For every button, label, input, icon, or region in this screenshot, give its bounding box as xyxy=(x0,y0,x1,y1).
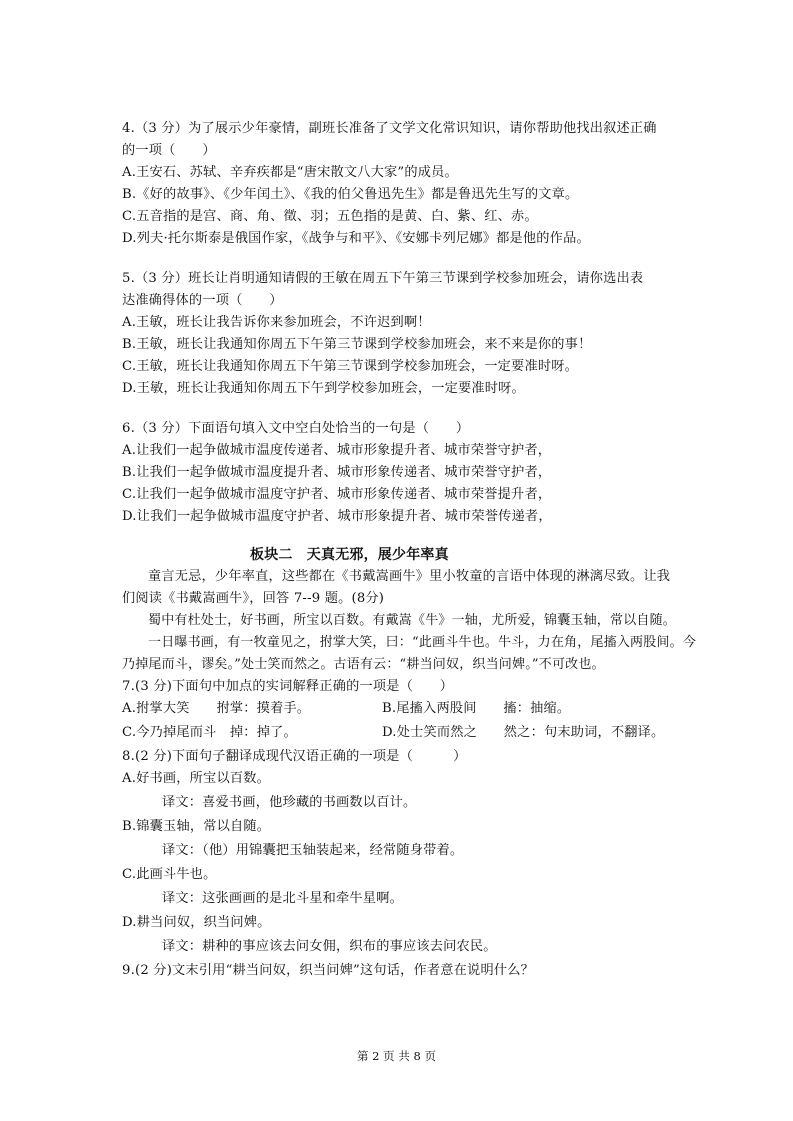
q4-stem-line1: 4.（3 分）为了展示少年豪情，副班长准备了文学文化常识知识，请你帮助他找出叙述正确 xyxy=(122,121,657,136)
q6-option-d: D.让我们一起争做城市温度守护者、城市形象提升者、城市荣誉传递者， xyxy=(122,509,552,524)
q5-stem-line2: 达准确得体的一项（ ） xyxy=(122,293,283,308)
q5-option-c: C.王敏，班长让我通知你周五下午第三节课到学校参加班会，一定要准时呀。 xyxy=(122,359,578,374)
q4-option-d: D.列夫·托尔斯泰是俄国作家，《战争与和平》、《安娜卡列尼娜》都是他的作品。 xyxy=(122,231,590,246)
passage-para1: 蜀中有杜处士，好书画，所宝以百数。有戴嵩《牛》一轴，尤所爱，锦囊玉轴，常以自随。 xyxy=(148,613,677,628)
q6-option-c: C.让我们一起争做城市温度守护者、城市形象传递者、城市荣誉提升者， xyxy=(122,487,552,502)
q8-stem: 8.(2 分)下面句子翻译成现代汉语正确的一项是（ ） xyxy=(122,749,467,764)
q5-option-b: B.王敏，班长让我通知你周五下午第三节课到学校参加班会，来不来是你的事！ xyxy=(122,337,592,352)
q8-option-c-translation: 译文：这张画画的是北斗星和牵牛星啊。 xyxy=(162,891,403,906)
q4-option-b: B.《好的故事》、《少年闰土》、《我的伯父鲁迅先生》都是鲁迅先生写的文章。 xyxy=(122,187,579,202)
q5-option-a: A.王敏，班长让我告诉你来参加班会，不许迟到啊！ xyxy=(122,315,431,330)
passage-para2-line2: 乃掉尾而斗，谬矣。”处士笑而然之。古语有云：“耕当问奴，织当问婢。”不可改也。 xyxy=(122,657,605,672)
q8-option-d: D.耕当问奴，织当问婢。 xyxy=(122,915,271,930)
section2-intro-line1: 童言无忌，少年率直，这些都在《书戴嵩画牛》里小牧童的言语中体现的淋漓尽致。让我 xyxy=(148,569,671,584)
q5-stem-line1: 5.（3 分）班长让肖明通知请假的王敏在周五下午第三节课到学校参加班会，请你选出表 xyxy=(122,271,644,286)
q9-stem: 9.(2 分)文末引用“耕当问奴，织当问婢”这句话，作者意在说明什么？ xyxy=(122,963,534,978)
q4-option-a: A.王安石、苏轼、辛弃疾都是“唐宋散文八大家”的成员。 xyxy=(122,165,458,180)
page-footer: 第 2 页 共 8 页 xyxy=(357,1049,436,1063)
q8-option-c: C.此画斗牛也。 xyxy=(122,867,217,882)
q8-option-a: A.好书画，所宝以百数。 xyxy=(122,771,270,786)
q6-stem: 6.（3 分）下面语句填入文中空白处恰当的一句是（ ） xyxy=(122,421,470,436)
q8-option-b: B.锦囊玉轴，常以自随。 xyxy=(122,819,271,834)
q8-option-b-translation: 译文：（他）用锦囊把玉轴装起来，经常随身带着。 xyxy=(162,843,464,858)
q7-option-a: A.拊掌大笑 拊掌：摸着手。 xyxy=(122,701,311,716)
q6-option-b: B.让我们一起争做城市温度提升者、城市形象传递者、城市荣誉守护者， xyxy=(122,465,552,480)
q7-option-c: C.今乃掉尾而斗 掉：掉了。 xyxy=(122,725,297,740)
passage-para2-line1: 一日曝书画，有一牧童见之，拊掌大笑，曰：“此画斗牛也。牛斗，力在角，尾搐入两股间。今 xyxy=(148,635,697,650)
q5-option-d: D.王敏，班长让我通知你周五下午到学校参加班会，一定要准时呀。 xyxy=(122,381,525,396)
section2-heading: 板块二 天真无邪，展少年率真 xyxy=(250,547,449,563)
section2-intro-line2: 们阅读《书戴嵩画牛》，回答 7--9 题。(8分) xyxy=(122,591,385,606)
q4-stem-line2: 的一项（ ） xyxy=(122,143,216,158)
q8-option-a-translation: 译文：喜爱书画，他珍藏的书画数以百计。 xyxy=(162,795,417,810)
q7-option-d: D.处士笑而然之 然之：句末助词，不翻译。 xyxy=(382,725,665,740)
q7-option-b: B.尾搐入两股间 搐：抽缩。 xyxy=(382,701,571,716)
q4-option-c: C.五音指的是宫、商、角、徵、羽；五色指的是黄、白、紫、红、赤。 xyxy=(122,209,538,224)
q6-option-a: A.让我们一起争做城市温度传递者、城市形象提升者、城市荣誉守护者， xyxy=(122,443,552,458)
q8-option-d-translation: 译文：耕种的事应该去问女佣，织布的事应该去问农民。 xyxy=(162,939,497,954)
q7-stem: 7.(3 分)下面句中加点的实词解释正确的一项是（ ） xyxy=(122,679,454,694)
